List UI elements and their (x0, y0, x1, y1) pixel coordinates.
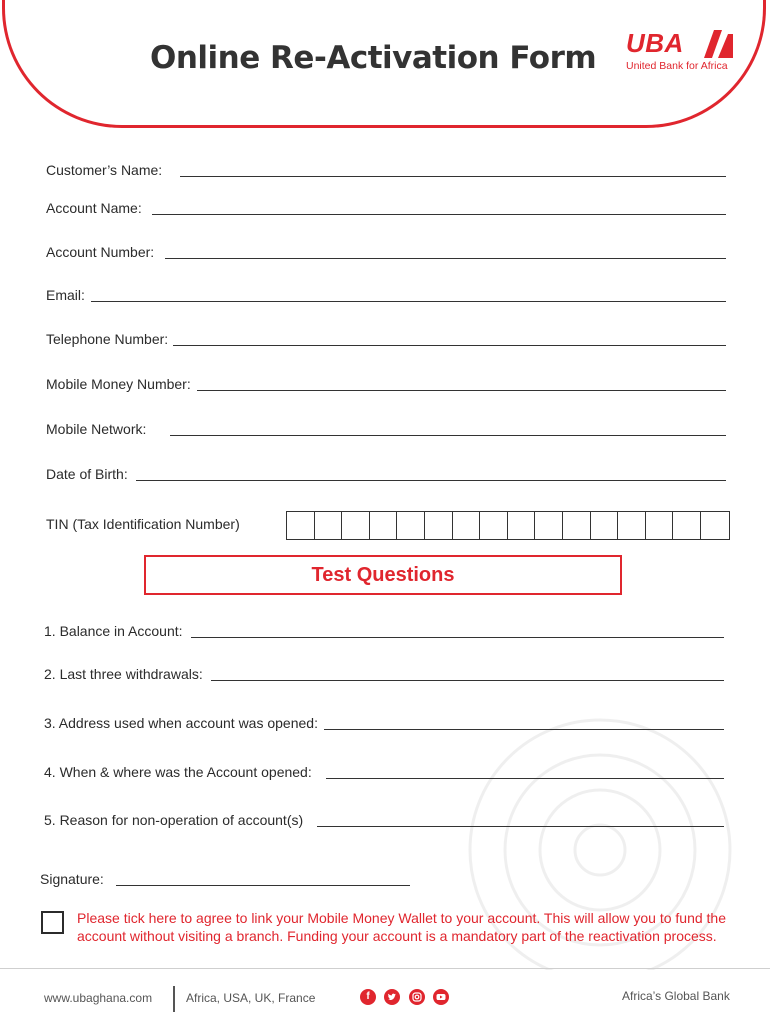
mobile-money-number-field[interactable] (46, 376, 726, 392)
footer-website-link[interactable]: www.ubaghana.com (44, 991, 153, 1005)
tin-digit-box[interactable] (425, 512, 453, 539)
telephone-number-field[interactable] (46, 331, 726, 347)
twitter-icon[interactable] (384, 989, 400, 1005)
field-label: Mobile Network: (46, 421, 147, 437)
question-label: 3. Address used when account was opened: (44, 715, 318, 731)
signature-field[interactable] (40, 871, 410, 887)
tin-field (46, 516, 240, 532)
customers-name-field[interactable] (46, 162, 726, 178)
question-label: 2. Last three withdrawals: (44, 666, 203, 682)
field-input-line[interactable] (170, 435, 726, 436)
tin-digit-box[interactable] (370, 512, 398, 539)
tin-boxes[interactable] (286, 511, 730, 540)
question-withdrawals-field[interactable] (44, 666, 724, 682)
answer-input-line[interactable] (191, 637, 724, 638)
field-input-line[interactable] (165, 258, 726, 259)
question-label: 4. When & where was the Account opened: (44, 764, 312, 780)
tin-digit-box[interactable] (508, 512, 536, 539)
question-label: 1. Balance in Account: (44, 623, 183, 639)
tin-digit-box[interactable] (646, 512, 674, 539)
field-label: Account Number: (46, 244, 155, 260)
tin-digit-box[interactable] (673, 512, 701, 539)
mobile-network-field[interactable] (46, 421, 726, 437)
facebook-icon[interactable]: f (360, 989, 376, 1005)
field-input-line[interactable] (152, 214, 726, 215)
field-label: Telephone Number: (46, 331, 169, 347)
question-opened-field[interactable] (44, 764, 724, 780)
uba-logo (622, 24, 734, 74)
footer-divider-line (0, 968, 770, 969)
email-field[interactable] (46, 287, 726, 303)
field-label: Mobile Money Number: (46, 376, 191, 392)
signature-label: Signature: (40, 871, 104, 887)
consent-text: Please tick here to agree to link your Mobile Money Wallet to your account. This will allow you to fund the account without visiting a branch. Funding your account is a mandatory part of the reactivation process. (77, 910, 726, 944)
instagram-icon[interactable] (409, 989, 425, 1005)
tin-digit-box[interactable] (535, 512, 563, 539)
tin-digit-box[interactable] (563, 512, 591, 539)
answer-input-line[interactable] (326, 778, 724, 779)
footer-tagline: Africa’s Global Bank (622, 989, 730, 1003)
logo-subtitle: United Bank for Africa (626, 60, 728, 72)
logo-mark-icon (700, 24, 734, 58)
answer-input-line[interactable] (324, 729, 724, 730)
field-label: Email: (46, 287, 85, 303)
field-label: Date of Birth: (46, 466, 128, 482)
tin-digit-box[interactable] (287, 512, 315, 539)
account-number-field[interactable] (46, 244, 726, 260)
consent-checkbox[interactable] (41, 911, 64, 934)
tin-digit-box[interactable] (480, 512, 508, 539)
question-reason-field[interactable] (44, 812, 724, 828)
page-title: Online Re-Activation Form (150, 40, 597, 76)
tin-digit-box[interactable] (591, 512, 619, 539)
tin-digit-box[interactable] (618, 512, 646, 539)
footer-locations: Africa, USA, UK, France (186, 991, 316, 1005)
youtube-icon[interactable] (433, 989, 449, 1005)
test-questions-heading: Test Questions (144, 555, 622, 595)
tin-label: TIN (Tax Identification Number) (46, 516, 240, 532)
question-balance-field[interactable] (44, 623, 724, 639)
date-of-birth-field[interactable] (46, 466, 726, 482)
question-address-field[interactable] (44, 715, 724, 731)
signature-input-line[interactable] (116, 885, 410, 886)
answer-input-line[interactable] (317, 826, 724, 827)
account-name-field[interactable] (46, 200, 726, 216)
tin-digit-box[interactable] (701, 512, 729, 539)
field-label: Customer’s Name: (46, 162, 163, 178)
question-label: 5. Reason for non-operation of account(s) (44, 812, 304, 828)
tin-digit-box[interactable] (453, 512, 481, 539)
tin-digit-box[interactable] (315, 512, 343, 539)
field-input-line[interactable] (136, 480, 726, 481)
field-input-line[interactable] (173, 345, 726, 346)
tin-digit-box[interactable] (397, 512, 425, 539)
answer-input-line[interactable] (211, 680, 724, 681)
field-label: Account Name: (46, 200, 142, 216)
field-input-line[interactable] (180, 176, 726, 177)
field-input-line[interactable] (91, 301, 726, 302)
field-input-line[interactable] (197, 390, 726, 391)
logo-wordmark: UBA (626, 28, 684, 58)
footer-separator (173, 986, 175, 1012)
tin-digit-box[interactable] (342, 512, 370, 539)
